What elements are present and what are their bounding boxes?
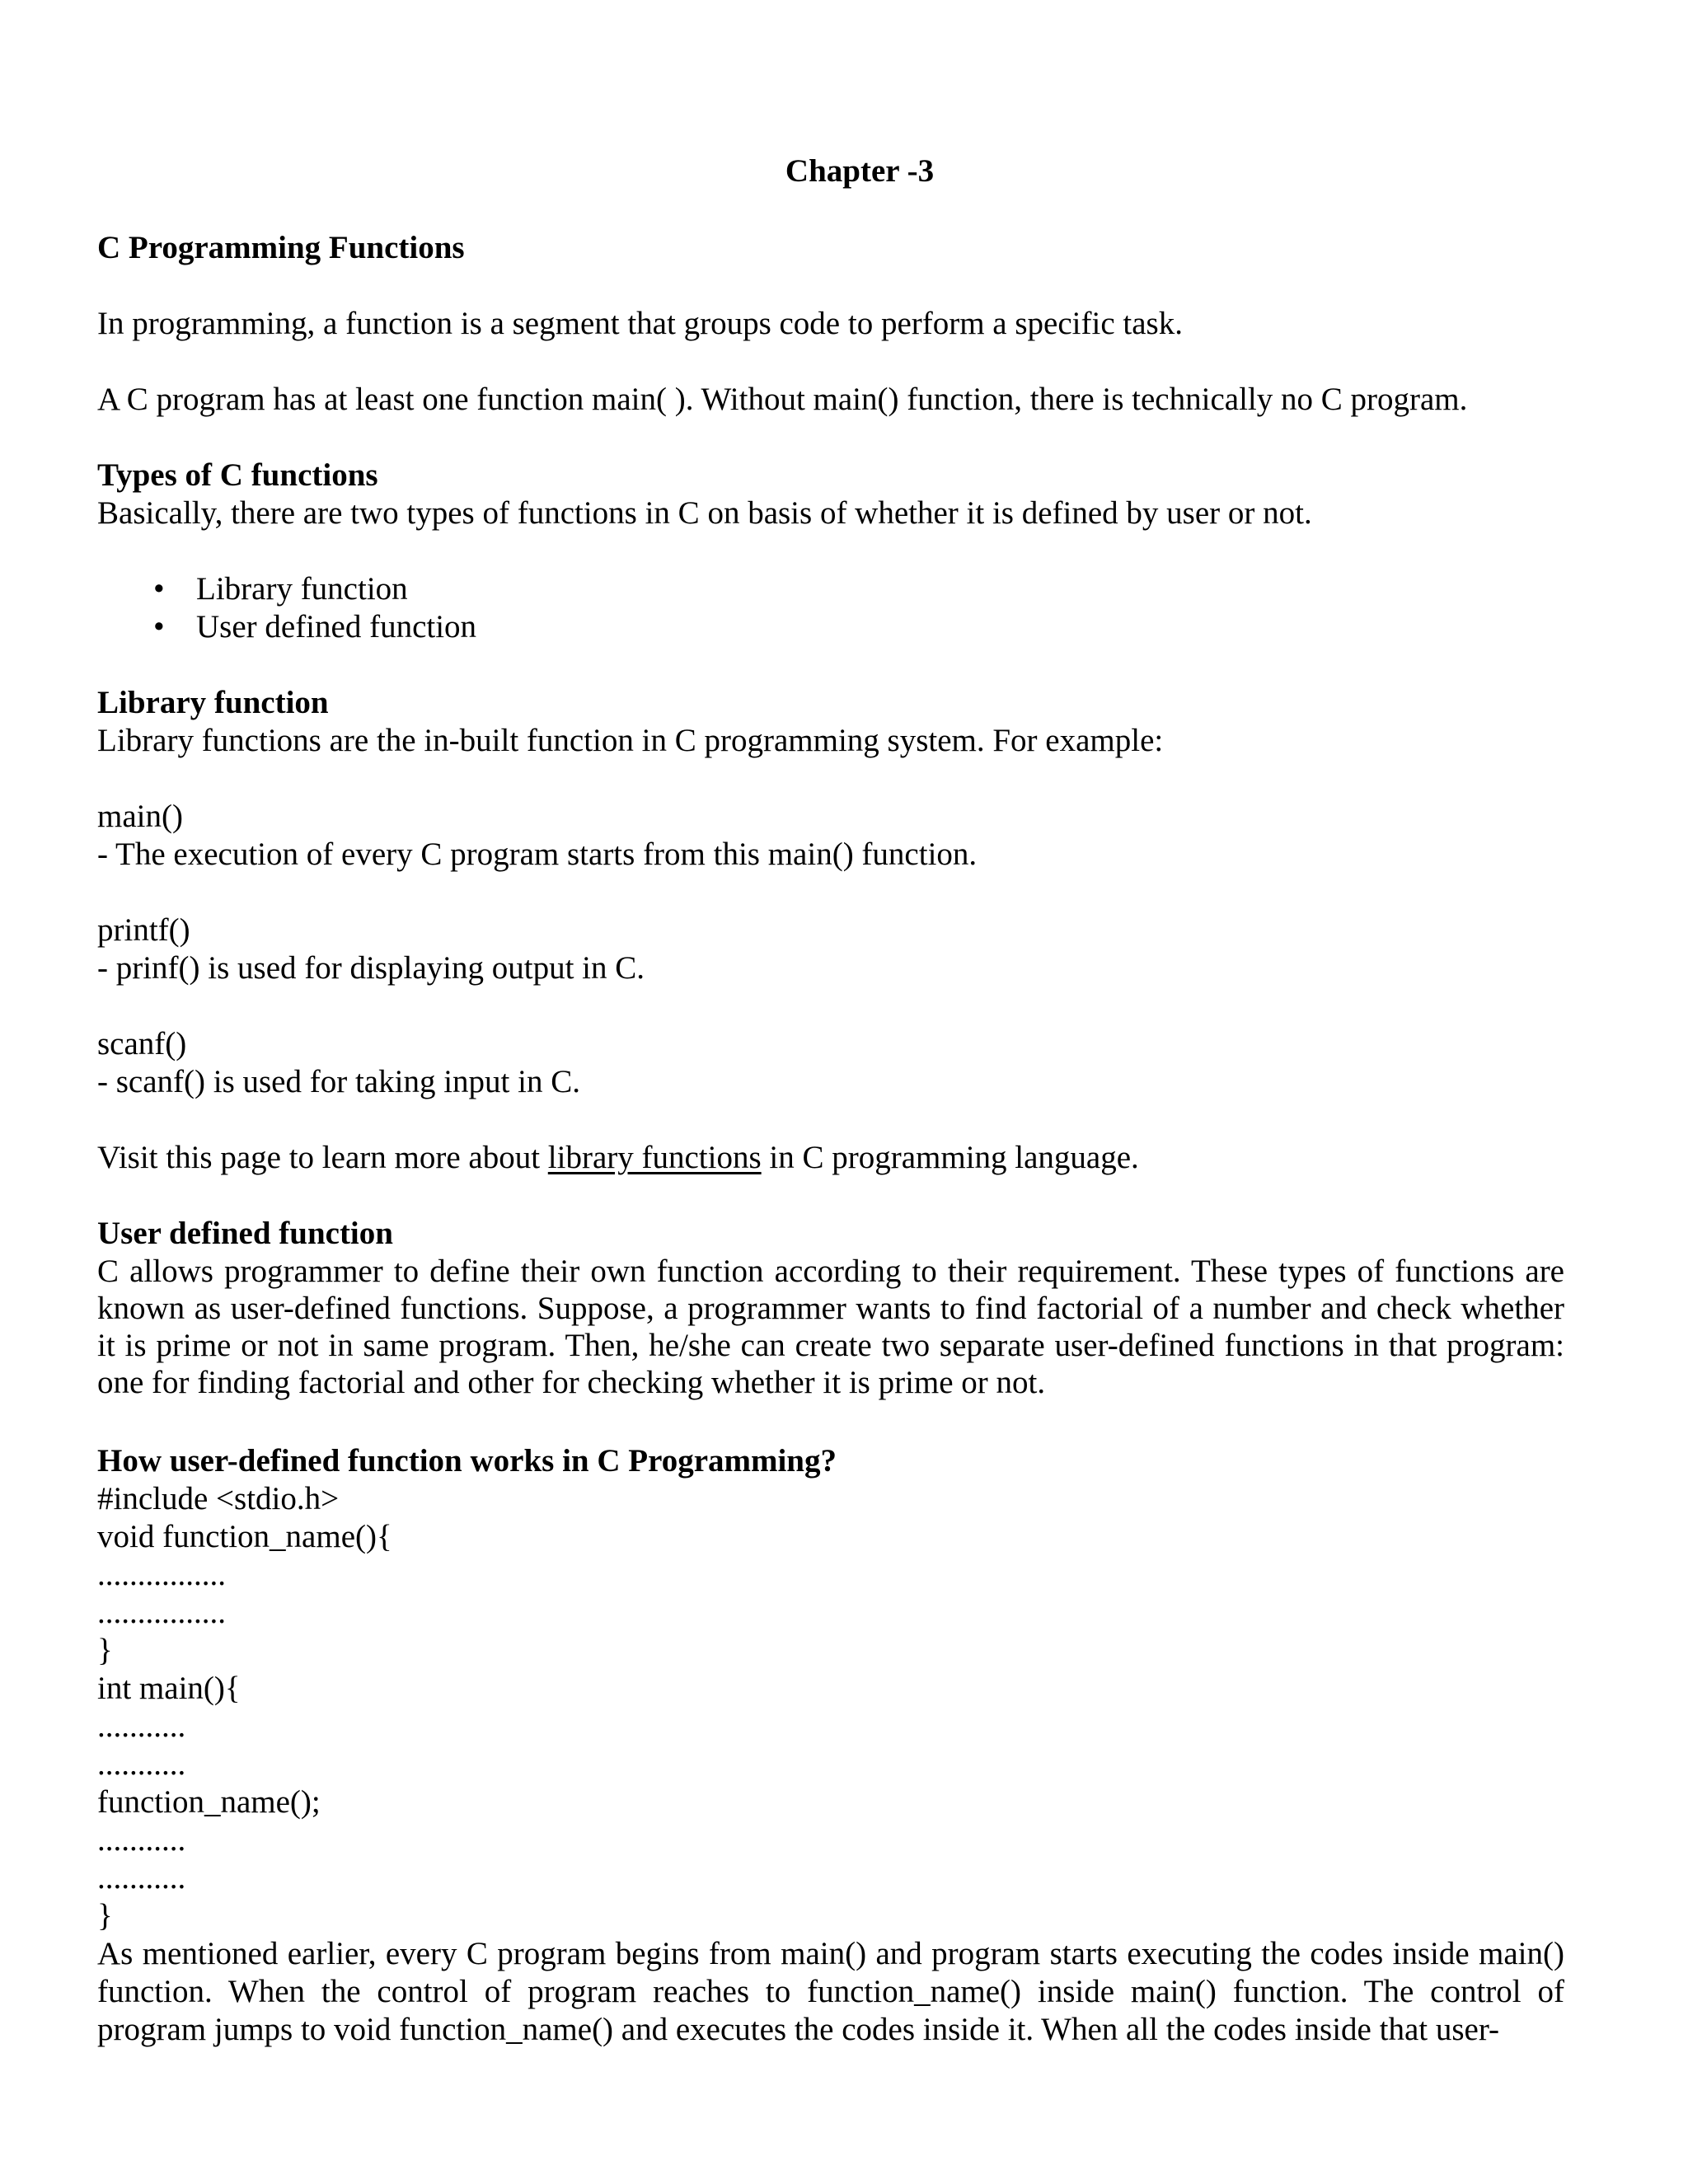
main-function-name: main() (97, 799, 183, 834)
library-text: Library functions are the in-built function in C programming system. For example: (97, 723, 1164, 758)
scanf-function-name: scanf() (97, 1026, 187, 1062)
code-line: ........... (97, 1708, 186, 1744)
types-text: Basically, there are two types of functions in C on basis of whether it is defined by user or not. (97, 495, 1312, 531)
printf-function-name: printf() (97, 912, 190, 948)
code-line: function_name(); (97, 1784, 321, 1820)
library-functions-link[interactable]: library functions (547, 1140, 762, 1175)
code-line: } (97, 1898, 113, 1933)
printf-function-desc: - prinf() is used for displaying output in C. (97, 950, 645, 986)
library-heading: Library function (97, 685, 329, 720)
code-sample (97, 1480, 1564, 1935)
code-line: ........... (97, 1822, 186, 1858)
how-heading: How user-defined function works in C Programming? (97, 1443, 837, 1479)
bullet-icon: • (153, 571, 165, 607)
code-line: ................ (97, 1595, 226, 1630)
main-function-desc: - The execution of every C program starts from this main() function. (97, 837, 978, 872)
visit-text-after: in C programming language. (761, 1140, 1139, 1175)
code-line: ................ (97, 1557, 226, 1592)
list-item (97, 570, 476, 608)
visit-paragraph (97, 1139, 1564, 1177)
intro-paragraph-2: A C program has at least one function main( ). Without main() function, there is technically no C program. (97, 382, 1468, 417)
intro-paragraph-1: In programming, a function is a segment that groups code to perform a specific task. (97, 306, 1183, 341)
code-line: } (97, 1633, 113, 1668)
code-line: #include <stdio.h> (97, 1481, 340, 1516)
chapter-title: Chapter -3 (785, 153, 935, 189)
list-item-label: User defined function (196, 609, 477, 644)
types-list (97, 570, 476, 646)
code-line: void function_name(){ (97, 1519, 392, 1554)
types-heading: Types of C functions (97, 457, 378, 493)
scanf-function-desc: - scanf() is used for taking input in C. (97, 1064, 580, 1099)
list-item-label: Library function (196, 571, 408, 607)
how-explanation: As mentioned earlier, every C program begins from main() and program starts executing the codes inside main() function. When the control of program reaches to function_name() inside main() function. The control of program jumps to void function_name() and executes the codes inside it. When all the codes inside that user- (97, 1936, 1564, 2047)
code-line: ........... (97, 1860, 186, 1896)
code-line: int main(){ (97, 1671, 241, 1706)
visit-text-before: Visit this page to learn more about (97, 1140, 548, 1175)
bullet-icon: • (153, 609, 165, 644)
code-line: ........... (97, 1746, 186, 1782)
user-defined-text: C allows programmer to define their own function according to their requirement. These types of functions are known as user-defined functions. Suppose, a programmer wants to find factorial of a number and check whether it is prime or not in same program. Then, he/she can create two separate user-defined functions in that program: one for finding factorial and other for checking whether it is prime or not. (97, 1254, 1564, 1400)
list-item (97, 608, 476, 646)
user-defined-heading: User defined function (97, 1216, 393, 1251)
section-title: C Programming Functions (97, 230, 465, 265)
